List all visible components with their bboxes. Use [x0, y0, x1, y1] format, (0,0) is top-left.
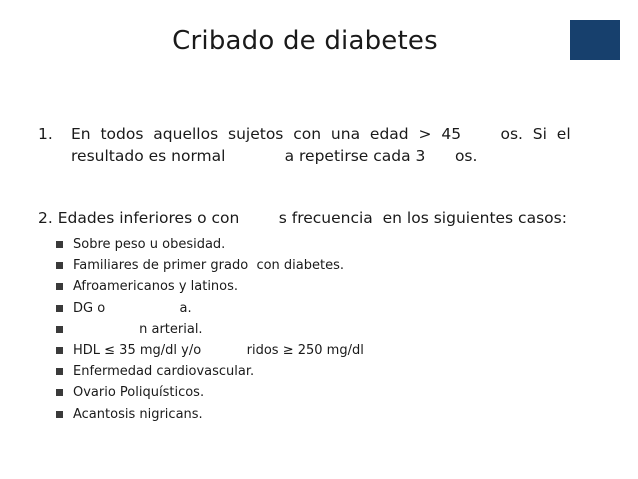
- list-item: [56, 234, 364, 255]
- bullet-square-icon: [56, 368, 63, 375]
- accent-square: [570, 20, 620, 60]
- list-item-text: Afroamericanos y latinos.: [73, 279, 239, 295]
- list-item-text: Enfermedad cardiovascular.: [73, 364, 255, 380]
- bullet-square-icon: [56, 283, 63, 290]
- list-item: [56, 319, 364, 340]
- list-item-text: Acantosis nigricans.: [73, 406, 203, 422]
- risk-factor-list: [56, 234, 364, 425]
- bullet-square-icon: [56, 389, 63, 396]
- item-1-line-1: En todos aquellos sujetos con una edad > 45 os. Si el: [71, 125, 571, 143]
- list-item: [56, 276, 364, 297]
- bullet-square-icon: [56, 347, 63, 354]
- bullet-square-icon: [56, 262, 63, 269]
- list-item-text: Ovario Poliquísticos.: [73, 385, 205, 401]
- list-item: [56, 255, 364, 276]
- list-item: [56, 340, 364, 361]
- list-item-text: HDL ≤ 35 mg/dl y/o ridos ≥ 250 mg/dl: [73, 342, 364, 358]
- list-item: [56, 382, 364, 403]
- numbered-item-2: 2. Edades inferiores o con s frecuencia en los siguientes casos:: [38, 209, 567, 227]
- bullet-square-icon: [56, 326, 63, 333]
- list-item-text: Familiares de primer grado con diabetes.: [73, 258, 344, 274]
- list-item: [56, 298, 364, 319]
- list-item-text: n arterial.: [73, 321, 203, 337]
- bullet-square-icon: [56, 305, 63, 312]
- bullet-square-icon: [56, 241, 63, 248]
- item-1-line-2: resultado es normal a repetirse cada 3 os.: [71, 147, 478, 165]
- list-item: [56, 361, 364, 382]
- list-item-text: DG o a.: [73, 300, 192, 316]
- item-number: 1.: [38, 125, 53, 143]
- slide-title: Cribado de diabetes: [172, 26, 438, 56]
- list-item-text: Sobre peso u obesidad.: [73, 237, 226, 252]
- list-item: [56, 404, 364, 425]
- bullet-square-icon: [56, 411, 63, 418]
